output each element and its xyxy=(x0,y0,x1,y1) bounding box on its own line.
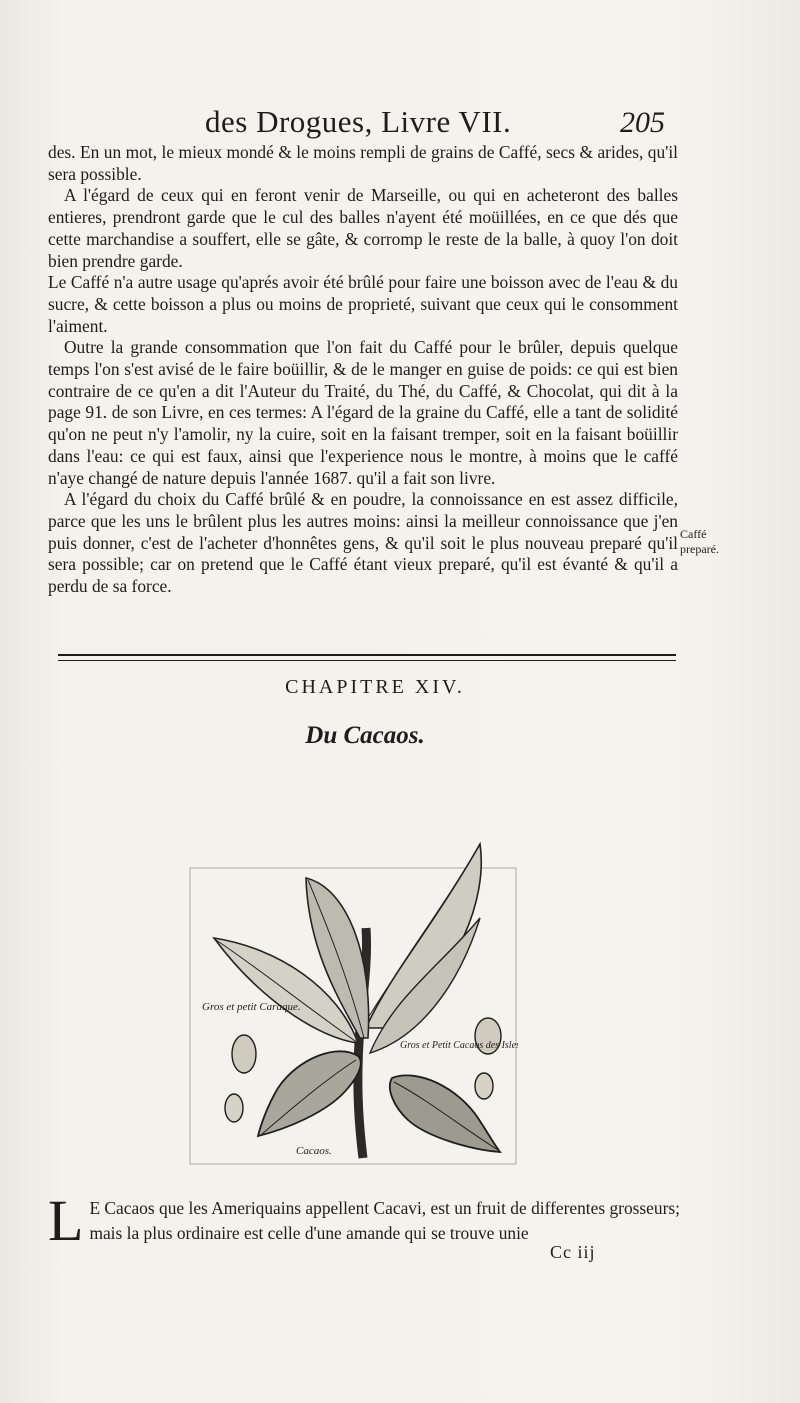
chapter-heading: CHAPITRE XIV. xyxy=(285,676,465,698)
label-cacaos: Cacaos. xyxy=(296,1145,332,1157)
paragraph: Le Caffé n'a autre usage qu'aprés avoir été brûlé pour faire une boisson avec de l'eau & du sucre, & cette boisson a plus ou moins de proprieté, suivant que ceux qui le consomment l'aiment. xyxy=(48,272,678,336)
cacao-bean xyxy=(232,1035,256,1073)
drop-cap: L xyxy=(48,1188,84,1253)
paragraph: A l'égard du choix du Caffé brûlé & en poudre, la connoissance en est assez difficile, parce que les uns le brûlent plus les autres moins: ainsi la meilleur connoissance que j'en puis donner, c'est de l'acheter d'honnêtes gens, & qu'il soit le plus nouveau preparé qu'il sera possible; car on pretend que le Caffé étant vieux preparé, qu'il est évanté & qu'il a perdu de sa force. xyxy=(48,489,678,597)
page-number: 205 xyxy=(620,106,665,139)
cacao-engraving xyxy=(188,838,518,1166)
chapter-title: Du Cacaos. xyxy=(305,722,425,749)
paragraph: A l'égard de ceux qui en feront venir de Marseille, ou qui en acheteront des balles entieres, prendront garde que le cul des balles n'ayent été moüillées, en ce que dés que cette marchandise a souffert, elle se gâte, & corromp le reste de la balle, à quoy l'on doit bien prendre garde. xyxy=(48,185,678,271)
paragraph: Outre la grande consommation que l'on fait du Caffé pour le brûler, depuis quelque temps l'on s'est avisé de le faire boüillir, & de le manger en guise de poids: ce qui est bien contraire de ce qu'en a dit l'Auteur du Traité, du Thé, du Caffé, & Chocolat, qui dit à la page 91. de son Livre, en ces termes: A l'égard de la graine du Caffé, elle a tant de solidité qu'on ne peut n'y l'amolir, ny la cuire, soit en la faisant tremper, soit en la faisant boüillir dans l'eau: ce qui est faux, ainsi que l'experience nous le montre, à moins que le caffé n'aye changé de nature depuis l'année 1687. qu'il a fait son livre. xyxy=(48,337,678,488)
article-text: E Cacaos que les Ameriquains appellent Cacavi, est un fruit de differentes grosseurs; mais la plus ordinaire est celle d'une amande qui se trouve unie xyxy=(89,1198,680,1243)
label-caraque: Gros et petit Caraque. xyxy=(202,1001,301,1013)
cacao-pod xyxy=(258,1051,361,1136)
label-isles: Gros et Petit Cacaos des Isles. xyxy=(400,1040,518,1051)
cacao-bean xyxy=(225,1094,243,1122)
cacao-bean xyxy=(475,1073,493,1099)
signature-mark: Cc iij xyxy=(550,1242,596,1262)
margin-note: Caffé preparé. xyxy=(680,527,719,556)
cacao-illustration xyxy=(188,838,518,1166)
section-divider xyxy=(58,654,676,661)
body-text xyxy=(48,142,678,598)
paragraph: des. En un mot, le mieux mondé & le moins rempli de grains de Caffé, secs & arides, qu'il sera possible. xyxy=(48,142,678,184)
running-head: des Drogues, Livre VII. xyxy=(205,104,512,139)
